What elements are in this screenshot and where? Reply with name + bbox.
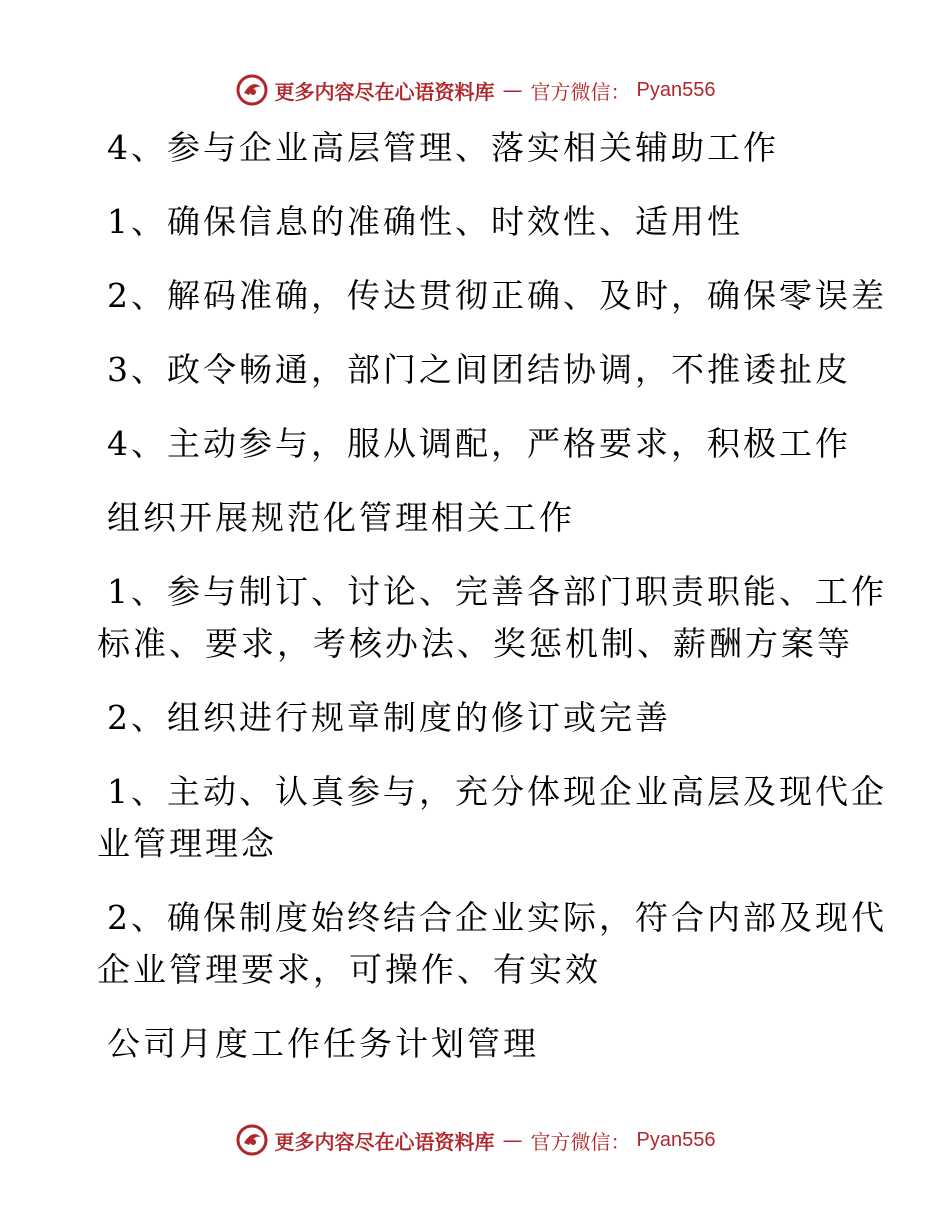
document-body bbox=[97, 122, 887, 1092]
paragraph bbox=[97, 344, 857, 396]
text-line: 企业管理要求，可操作、有实效 bbox=[97, 950, 601, 989]
text-line: 标准、要求，考核办法、奖惩机制、薪酬方案等 bbox=[97, 624, 853, 663]
banner-wechat-label: 官方微信： bbox=[530, 79, 631, 104]
text-line: 组织开展规范化管理相关工作 bbox=[107, 498, 575, 537]
banner-wechat-label: 官方微信： bbox=[530, 1129, 631, 1154]
paragraph bbox=[97, 766, 887, 870]
banner-text: 更多内容尽在心语资料库 bbox=[274, 79, 495, 104]
red-swirl-logo-icon bbox=[235, 1123, 269, 1157]
paragraph bbox=[97, 692, 857, 744]
text-line: 3、政令畅通，部门之间团结协调，不推诿扯皮 bbox=[107, 350, 851, 389]
section-heading bbox=[97, 492, 857, 544]
paragraph bbox=[97, 122, 857, 174]
text-line: 2、解码准确，传达贯彻正确、及时，确保零误差 bbox=[107, 276, 887, 315]
text-line: 4、主动参与，服从调配，严格要求，积极工作 bbox=[107, 424, 851, 463]
text-line: 公司月度工作任务计划管理 bbox=[107, 1024, 539, 1063]
banner-separator: — bbox=[502, 1128, 523, 1152]
header-banner bbox=[0, 70, 950, 110]
paragraph bbox=[97, 892, 887, 996]
text-line: 1、参与制订、讨论、完善各部门职责职能、工作 bbox=[107, 572, 887, 611]
paragraph bbox=[97, 566, 887, 670]
footer-banner bbox=[0, 1120, 950, 1160]
red-swirl-logo-icon bbox=[235, 73, 269, 107]
paragraph bbox=[97, 270, 887, 322]
text-line: 4、参与企业高层管理、落实相关辅助工作 bbox=[107, 128, 779, 167]
text-line: 2、组织进行规章制度的修订或完善 bbox=[107, 698, 671, 737]
section-heading bbox=[97, 1018, 857, 1070]
paragraph bbox=[97, 196, 857, 248]
banner-wechat-id: Pyan556 bbox=[636, 1128, 716, 1151]
text-line: 1、确保信息的准确性、时效性、适用性 bbox=[107, 202, 743, 241]
text-line: 业管理理念 bbox=[97, 824, 277, 863]
text-line: 1、主动、认真参与，充分体现企业高层及现代企 bbox=[107, 772, 887, 811]
text-line: 2、确保制度始终结合企业实际，符合内部及现代 bbox=[107, 898, 887, 937]
banner-separator: — bbox=[502, 78, 523, 102]
banner-text: 更多内容尽在心语资料库 bbox=[274, 1129, 495, 1154]
banner-wechat-id: Pyan556 bbox=[636, 78, 716, 101]
paragraph bbox=[97, 418, 857, 470]
